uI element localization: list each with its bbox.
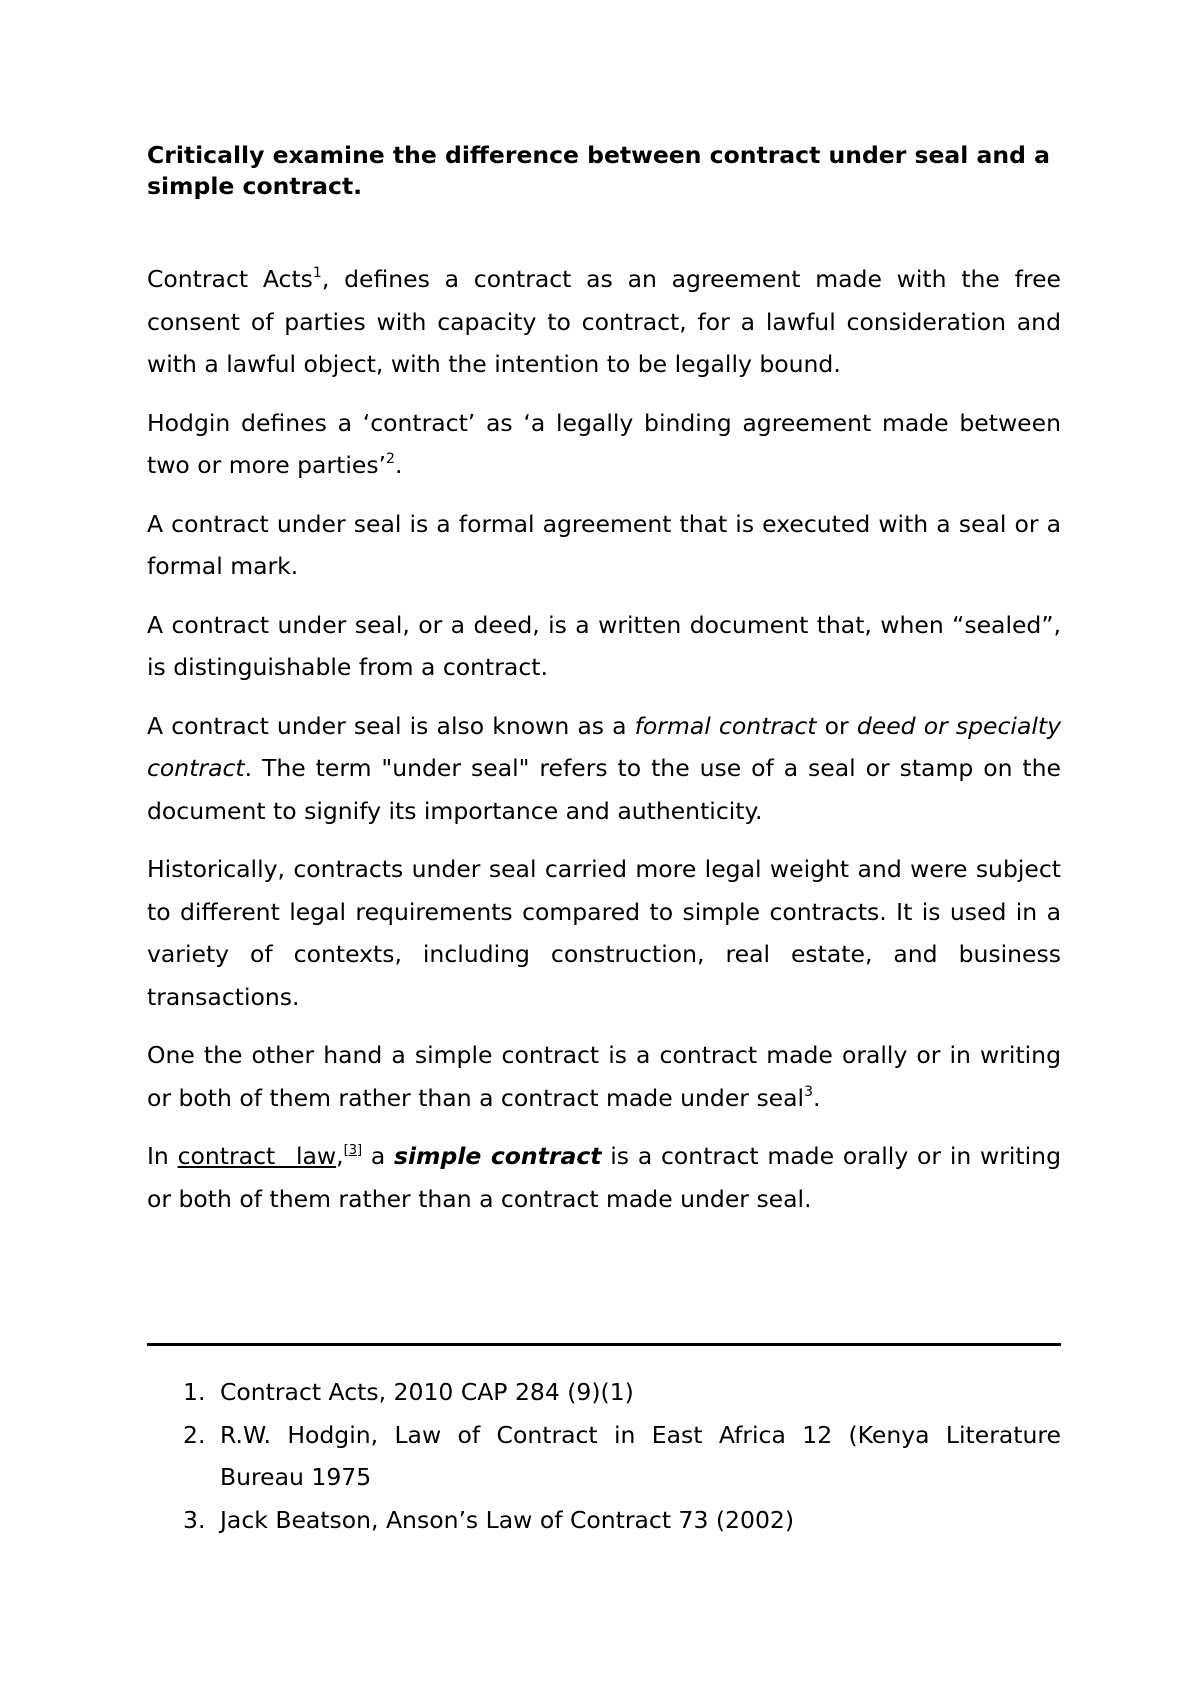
footnote-number: 3. xyxy=(183,1505,206,1534)
document-body xyxy=(147,140,1061,1220)
italic-term-formal-contract: formal contract xyxy=(634,711,817,740)
paragraph-text: . The term "under seal" refers to the use of a seal or stamp on the document to signify its importance and authenticity. xyxy=(147,754,1061,825)
footnote-text: Jack Beatson, Anson’s Law of Contract 73 (2002) xyxy=(220,1505,795,1534)
footnote-item-2 xyxy=(147,1414,1061,1499)
footnote-list xyxy=(147,1371,1061,1541)
contract-law-link[interactable]: contract law xyxy=(177,1142,337,1170)
paragraph-historically: Historically, contracts under seal carried more legal weight and were subject to different legal requirements compared to simple contracts. It is used in a variety of contexts, including construction, real estate, and business transactions. xyxy=(147,855,1061,1011)
footnote-item-1 xyxy=(147,1371,1061,1414)
footnote-separator xyxy=(147,1343,1061,1346)
footnote-number: 2. xyxy=(183,1420,206,1449)
paragraph-contract-under-seal: A contract under seal is a formal agreement that is executed with a seal or a formal mark. xyxy=(147,509,1061,580)
paragraph-deed: A contract under seal, or a deed, is a written document that, when “sealed”, is distinguishable from a contract. xyxy=(147,610,1061,681)
paragraph-text: , xyxy=(336,1142,344,1170)
paragraph-simple-contract xyxy=(147,1034,1061,1119)
footnote-number: 1. xyxy=(183,1378,206,1406)
paragraph-text: , defines a contract as an agreement made with the free consent of parties with capacity to contract, for a lawful consideration and with a lawful object, with the intention to be legally bound. xyxy=(147,265,1061,378)
document-title: Critically examine the difference between contract under seal and a simple contract. xyxy=(147,141,1050,200)
footnote-item-3 xyxy=(147,1499,1061,1542)
paragraph-text: Contract Acts xyxy=(147,265,313,293)
paragraph-text: Hodgin defines a ‘contract’ as ‘a legally binding agreement made between two or more parties’ xyxy=(147,408,1061,479)
paragraph-text: One the other hand a simple contract is a contract made orally or in writing or both of them rather than a contract made under seal xyxy=(147,1041,1061,1112)
paragraph-hodgin-definition xyxy=(147,402,1061,487)
paragraph-formal-contract xyxy=(147,705,1061,833)
footnote-ref-3[interactable]: 3 xyxy=(804,1083,813,1100)
italic-term-deed-specialty: deed or specialty contract xyxy=(147,711,1061,782)
paragraph-text: is a contract made orally or in writing or both of them rather than a contract made under seal. xyxy=(147,1142,1061,1213)
footnote-ref-2[interactable]: 2 xyxy=(386,451,395,468)
paragraph-text: a xyxy=(362,1142,395,1170)
footnote-text: R.W. Hodgin, Law of Contract in East Africa 12 (Kenya Literature Bureau 1975 xyxy=(220,1420,1061,1491)
paragraph-text: In xyxy=(147,1142,178,1170)
paragraph-contract-law xyxy=(147,1135,1061,1220)
paragraph-contract-acts-definition xyxy=(147,258,1061,386)
paragraph-text: . xyxy=(394,451,403,479)
paragraph-text: A contract under seal is also known as a xyxy=(147,711,635,740)
paragraph-text: or xyxy=(816,711,857,740)
footnote-text: Contract Acts, 2010 CAP 284 (9)(1) xyxy=(220,1378,634,1406)
paragraph-text: . xyxy=(813,1083,821,1112)
citation-ref-3-link[interactable]: [3] xyxy=(343,1143,363,1159)
bold-term-simple-contract: simple contract xyxy=(394,1142,602,1170)
footnote-ref-1[interactable]: 1 xyxy=(312,265,322,282)
